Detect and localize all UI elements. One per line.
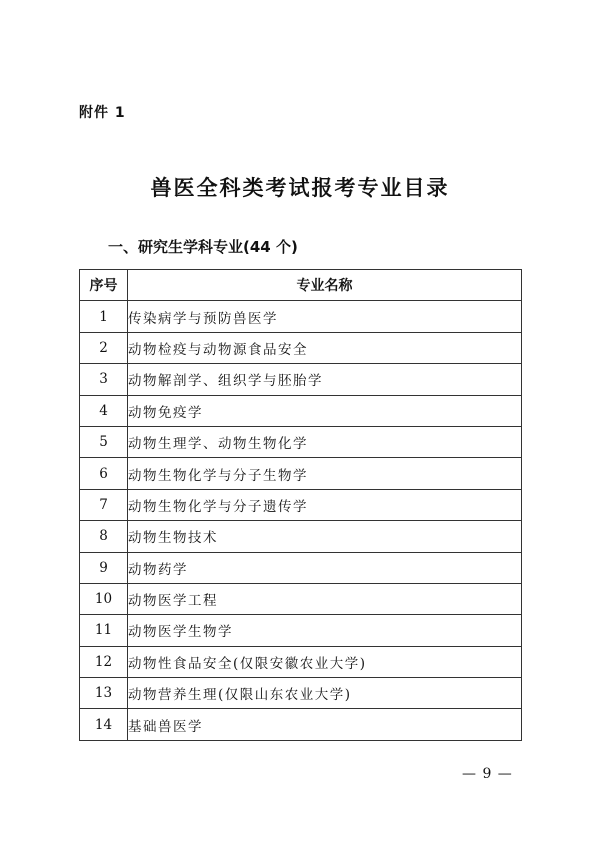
header-name: 专业名称 — [128, 270, 522, 301]
row-no: 5 — [80, 426, 128, 457]
table-row — [80, 583, 522, 614]
table-row — [80, 709, 522, 740]
row-no: 14 — [80, 709, 128, 740]
row-name: 基础兽医学 — [128, 709, 522, 740]
header-no: 序号 — [80, 270, 128, 301]
table-row — [80, 426, 522, 457]
row-name: 动物医学生物学 — [128, 615, 522, 646]
row-name: 传染病学与预防兽医学 — [128, 301, 522, 332]
table-row — [80, 489, 522, 520]
row-name: 动物解剖学、组织学与胚胎学 — [128, 364, 522, 395]
row-no: 1 — [80, 301, 128, 332]
row-no: 12 — [80, 646, 128, 677]
row-name: 动物检疫与动物源食品安全 — [128, 332, 522, 363]
table-row — [80, 646, 522, 677]
row-no: 10 — [80, 583, 128, 614]
table-row — [80, 678, 522, 709]
table-row — [80, 458, 522, 489]
table-row — [80, 615, 522, 646]
row-name: 动物免疫学 — [128, 395, 522, 426]
row-no: 3 — [80, 364, 128, 395]
row-name: 动物生物技术 — [128, 521, 522, 552]
page-number: — 9 — — [462, 766, 513, 782]
table-row — [80, 395, 522, 426]
row-name: 动物生理学、动物生物化学 — [128, 426, 522, 457]
table-row — [80, 552, 522, 583]
row-no: 6 — [80, 458, 128, 489]
majors-table — [79, 269, 522, 741]
row-name: 动物生物化学与分子遗传学 — [128, 489, 522, 520]
section-heading: 一、研究生学科专业(44 个) — [108, 238, 298, 256]
row-no: 8 — [80, 521, 128, 552]
row-name: 动物医学工程 — [128, 583, 522, 614]
table-row — [80, 301, 522, 332]
row-no: 2 — [80, 332, 128, 363]
table-row — [80, 521, 522, 552]
row-name: 动物药学 — [128, 552, 522, 583]
table-header-row — [80, 270, 522, 301]
row-no: 7 — [80, 489, 128, 520]
page-title: 兽医全科类考试报考专业目录 — [150, 175, 450, 200]
row-name: 动物营养生理(仅限山东农业大学) — [128, 678, 522, 709]
table-row — [80, 364, 522, 395]
row-no: 11 — [80, 615, 128, 646]
row-no: 4 — [80, 395, 128, 426]
row-name: 动物生物化学与分子生物学 — [128, 458, 522, 489]
row-name: 动物性食品安全(仅限安徽农业大学) — [128, 646, 522, 677]
table-row — [80, 332, 522, 363]
row-no: 9 — [80, 552, 128, 583]
attachment-label: 附件 1 — [79, 105, 126, 121]
row-no: 13 — [80, 678, 128, 709]
